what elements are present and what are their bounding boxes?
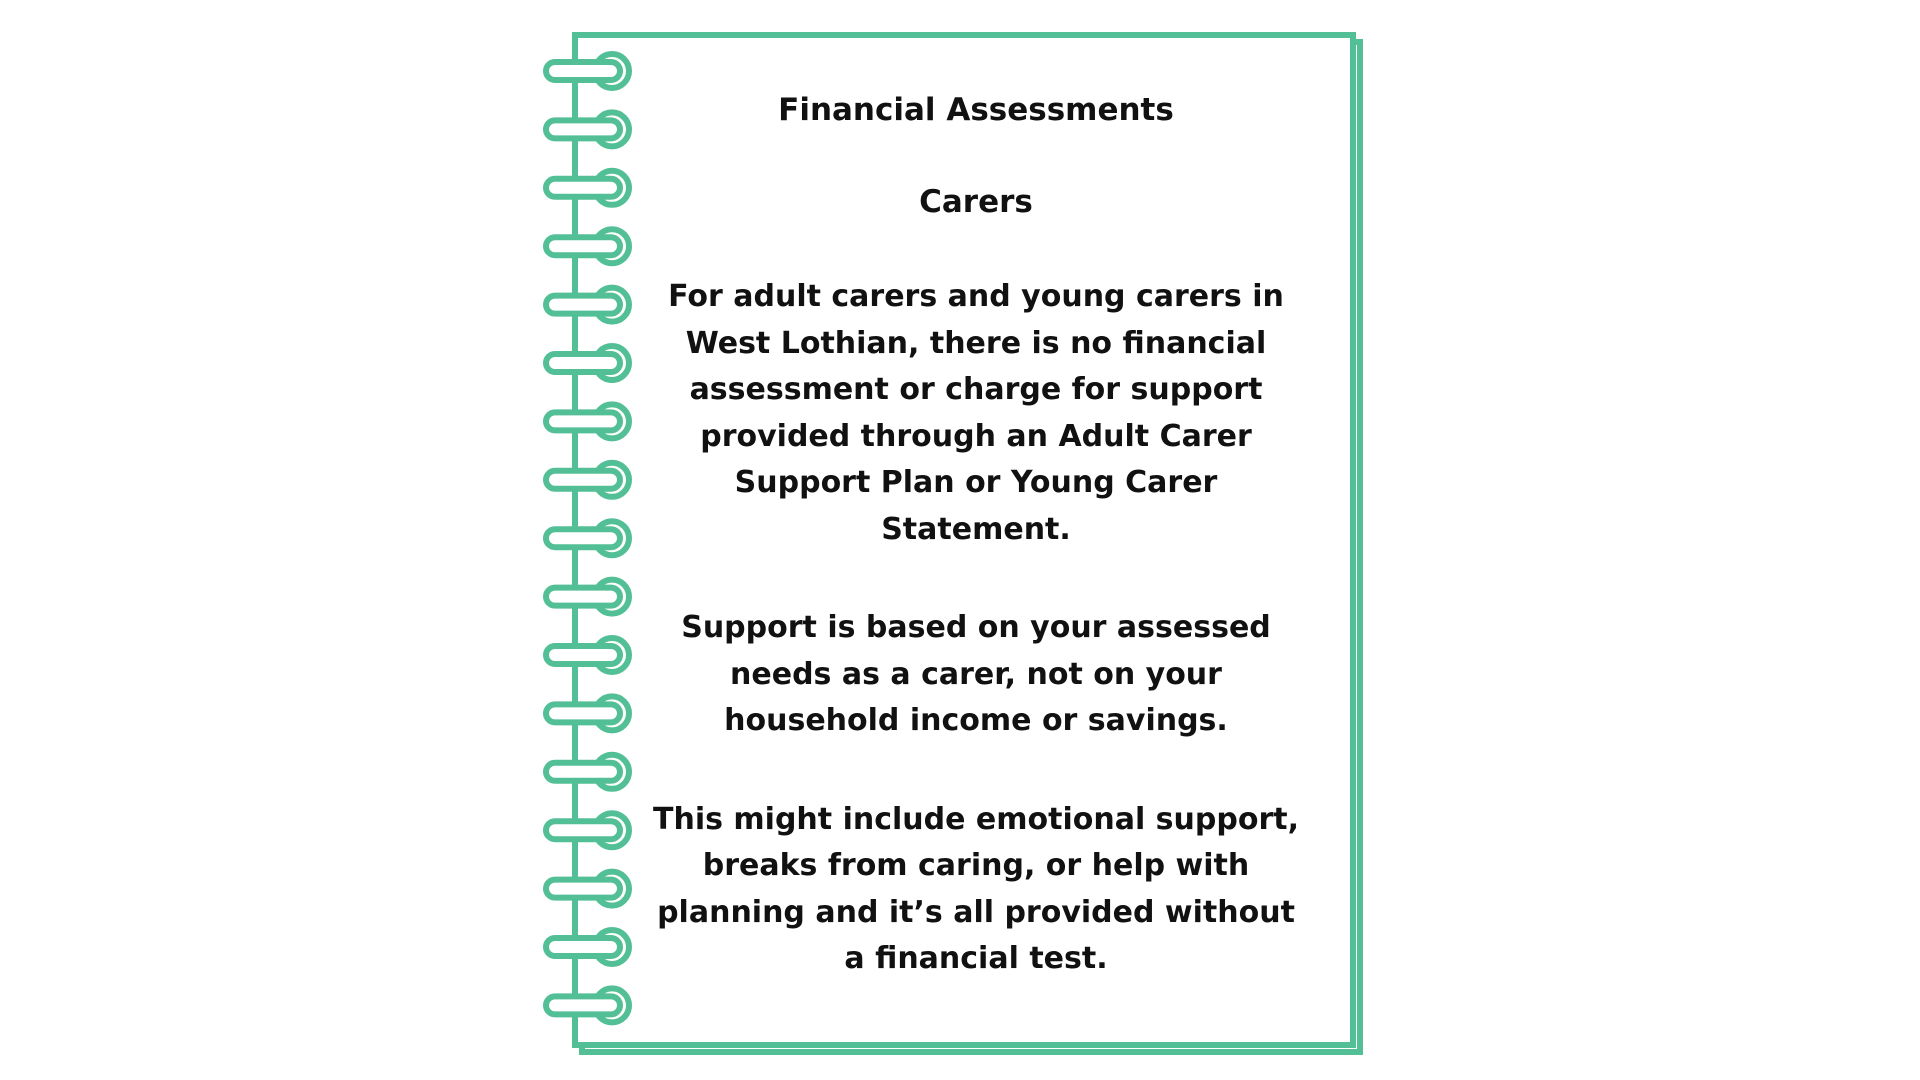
paragraph-support-examples: This might include emotional support, breaks from caring, or help with planning and it’s all provided without a financial test.: [653, 801, 1299, 976]
notebook-content: [640, 80, 1312, 983]
spiral-ring: [546, 755, 629, 789]
spiral-ring: [546, 988, 629, 1022]
spiral-ring: [546, 813, 629, 847]
spiral-ring: [546, 463, 629, 497]
paragraph-no-charge: For adult carers and young carers in West Lothian, there is no financial assessment or charge for support provided through an Adult Carer Support Plan or Young Carer Statement.: [668, 279, 1284, 547]
page-subtitle: Carers: [919, 184, 1033, 220]
spiral-ring: [546, 229, 629, 263]
spiral-ring: [546, 112, 629, 146]
spiral-ring: [546, 638, 629, 672]
spiral-ring: [546, 346, 629, 380]
spiral-ring: [546, 288, 629, 322]
spiral-ring: [546, 54, 629, 88]
spiral-ring: [546, 171, 629, 205]
spiral-ring: [546, 696, 629, 730]
spiral-ring: [546, 930, 629, 964]
spiral-binding: [546, 54, 629, 1022]
spiral-ring: [546, 521, 629, 555]
spiral-ring: [546, 872, 629, 906]
spiral-ring: [546, 404, 629, 438]
spiral-ring: [546, 580, 629, 614]
paragraph-assessed-needs: Support is based on your assessed needs as a carer, not on your household income or savings.: [681, 610, 1271, 738]
page-title: Financial Assessments: [778, 92, 1174, 128]
